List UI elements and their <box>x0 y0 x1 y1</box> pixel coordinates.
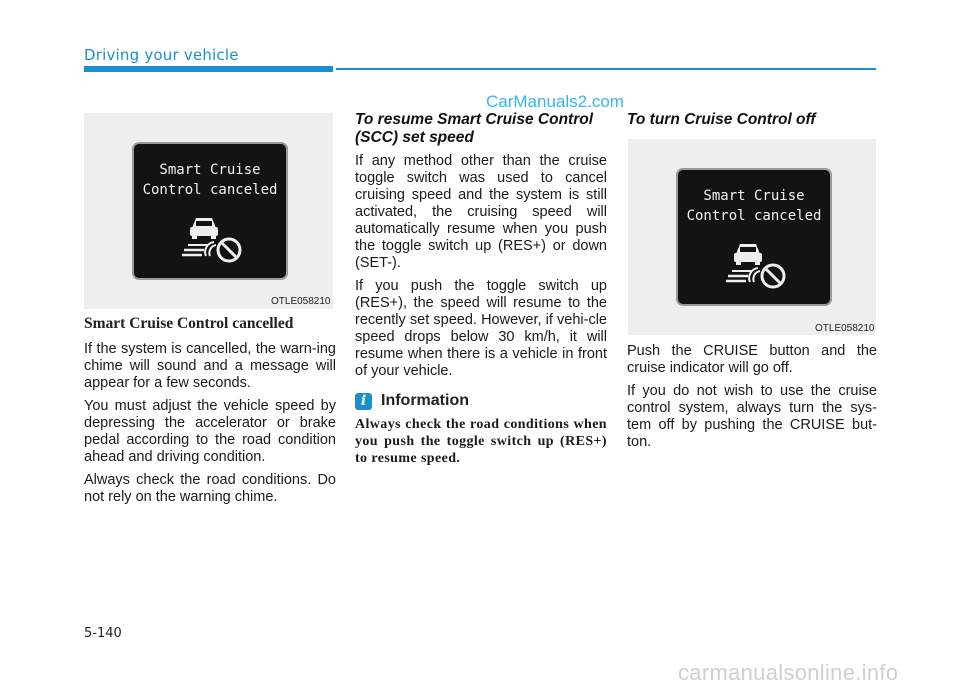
figure-left <box>84 113 333 309</box>
section-title: Driving your vehicle <box>84 46 239 64</box>
car-radar-cancel-icon <box>182 214 246 264</box>
car-radar-cancel-icon <box>726 240 790 290</box>
display-line-2: Control canceled <box>142 182 278 198</box>
column-3 <box>627 111 877 135</box>
display-line-1: Smart Cruise <box>159 162 261 178</box>
paragraph: If the system is cancelled, the warn-ing chime will sound and a message will appear for a few seconds. <box>84 341 336 391</box>
heading-turn-off: To turn Cruise Control off <box>627 111 816 128</box>
display-line-2: Control canceled <box>686 208 822 224</box>
paragraph: If any method other than the cruise toggle switch was used to cancel cruising speed and the system is still activated, the cruising speed will automatically resume when you push the toggle switch up (RES+) or down (SET-). <box>355 153 607 271</box>
display-line-1: Smart Cruise <box>703 188 805 204</box>
column-1 <box>84 315 336 512</box>
footer-watermark[interactable]: carmanualsonline.info <box>678 660 899 685</box>
column-3-body <box>627 343 877 457</box>
column-2 <box>355 111 607 467</box>
site-watermark[interactable]: CarManuals2.com <box>486 92 624 111</box>
page-number: 5-140 <box>84 626 122 641</box>
information-text: Always check the road conditions when you push the toggle switch up (RES+) to resume speed. <box>355 417 607 466</box>
paragraph: You must adjust the vehicle speed by depressing the accelerator or brake pedal according to the road condition ahead and driving condition. <box>84 398 336 465</box>
cluster-display <box>676 168 832 306</box>
figure-right <box>628 139 876 335</box>
figure-code-left: OTLE058210 <box>271 296 331 307</box>
header-rule-thin <box>336 68 876 70</box>
paragraph: If you push the toggle switch up (RES+), the speed will resume to the recently set speed. However, if vehi-cle speed drops below 30 km/h, it will resume when there is a vehicle in front of your vehicle. <box>355 278 607 379</box>
information-title: Information <box>381 392 469 409</box>
header-rule-thick <box>84 66 333 72</box>
paragraph: Always check the road conditions. Do not rely on the warning chime. <box>84 472 336 505</box>
paragraph: If you do not wish to use the cruise control system, always turn the sys-tem off by pushing the CRUISE but-ton. <box>627 383 877 450</box>
info-icon: i <box>355 393 372 410</box>
heading-scc-cancelled: Smart Cruise Control cancelled <box>84 315 294 332</box>
figure-code-right: OTLE058210 <box>815 323 875 334</box>
information-header <box>355 392 607 410</box>
heading-resume-speed: To resume Smart Cruise Control (SCC) set speed <box>355 111 594 146</box>
cluster-display <box>132 142 288 280</box>
paragraph: Push the CRUISE button and the cruise indicator will go off. <box>627 343 877 376</box>
